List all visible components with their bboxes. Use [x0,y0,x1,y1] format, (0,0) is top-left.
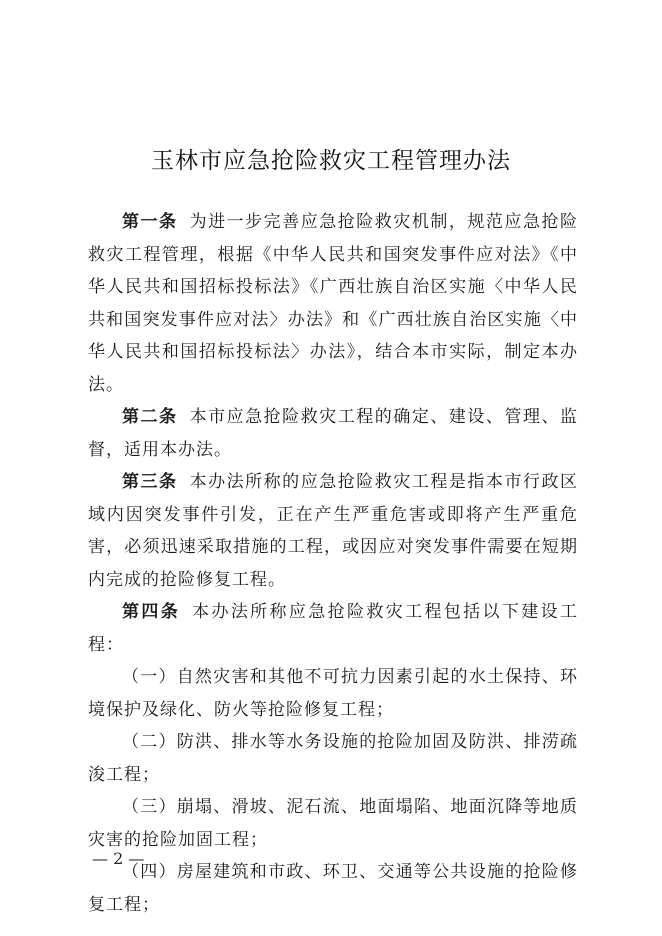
page-number: — 2 — [92,849,145,868]
list-item-2 [88,726,578,791]
list-item-3 [88,791,578,856]
paragraph-article-3 [88,466,578,596]
paragraph-text: 本办法所称的应急抢险救灾工程是指本市行政区域内因突发事件引发，正在产生严重危害或即将产生严重危害，必须迅速采取措施的工程，或因应对突发事件需要在短期内完成的抢险修复工程。 [88,472,579,590]
paragraph-text: （四）房屋建筑和市政、环卫、交通等公共设施的抢险修复工程； [88,862,578,915]
paragraph-article-2 [88,401,578,466]
article-heading: 第三条 [122,472,178,492]
list-item-4 [88,856,578,921]
paragraph-text: （二）防洪、排水等水务设施的抢险加固及防洪、排涝疏浚工程； [88,732,578,785]
document-title: 玉林市应急抢险救灾工程管理办法 [151,148,511,174]
paragraph-text: （三）崩塌、滑坡、泥石流、地面塌陷、地面沉降等地质灾害的抢险加固工程； [88,797,578,850]
paragraph-text: （一）自然灾害和其他不可抗力因素引起的水土保持、环境保护及绿化、防火等抢险修复工程； [88,667,578,720]
document-body [88,206,578,921]
paragraph-article-4 [88,596,578,661]
paragraph-article-1 [88,206,578,401]
paragraph-text: 本市应急抢险救灾工程的确定、建设、管理、监督，适用本办法。 [88,407,579,460]
paragraph-text: 为进一步完善应急抢险救灾机制，规范应急抢险救灾工程管理，根据《中华人民共和国突发事件应对法》《中华人民共和国招标投标法》《广西壮族自治区实施〈中华人民共和国突发事件应对法〉办法》和《广西壮族自治区实施〈中华人民共和国招标投标法〉办法》，结合本市实际，制定本办法。 [88,212,579,395]
article-heading: 第一条 [122,212,178,232]
paragraph-text: 本办法所称应急抢险救灾工程包括以下建设工程： [88,602,579,655]
article-heading: 第四条 [122,602,181,622]
article-heading: 第二条 [122,407,178,427]
list-item-1 [88,661,578,726]
